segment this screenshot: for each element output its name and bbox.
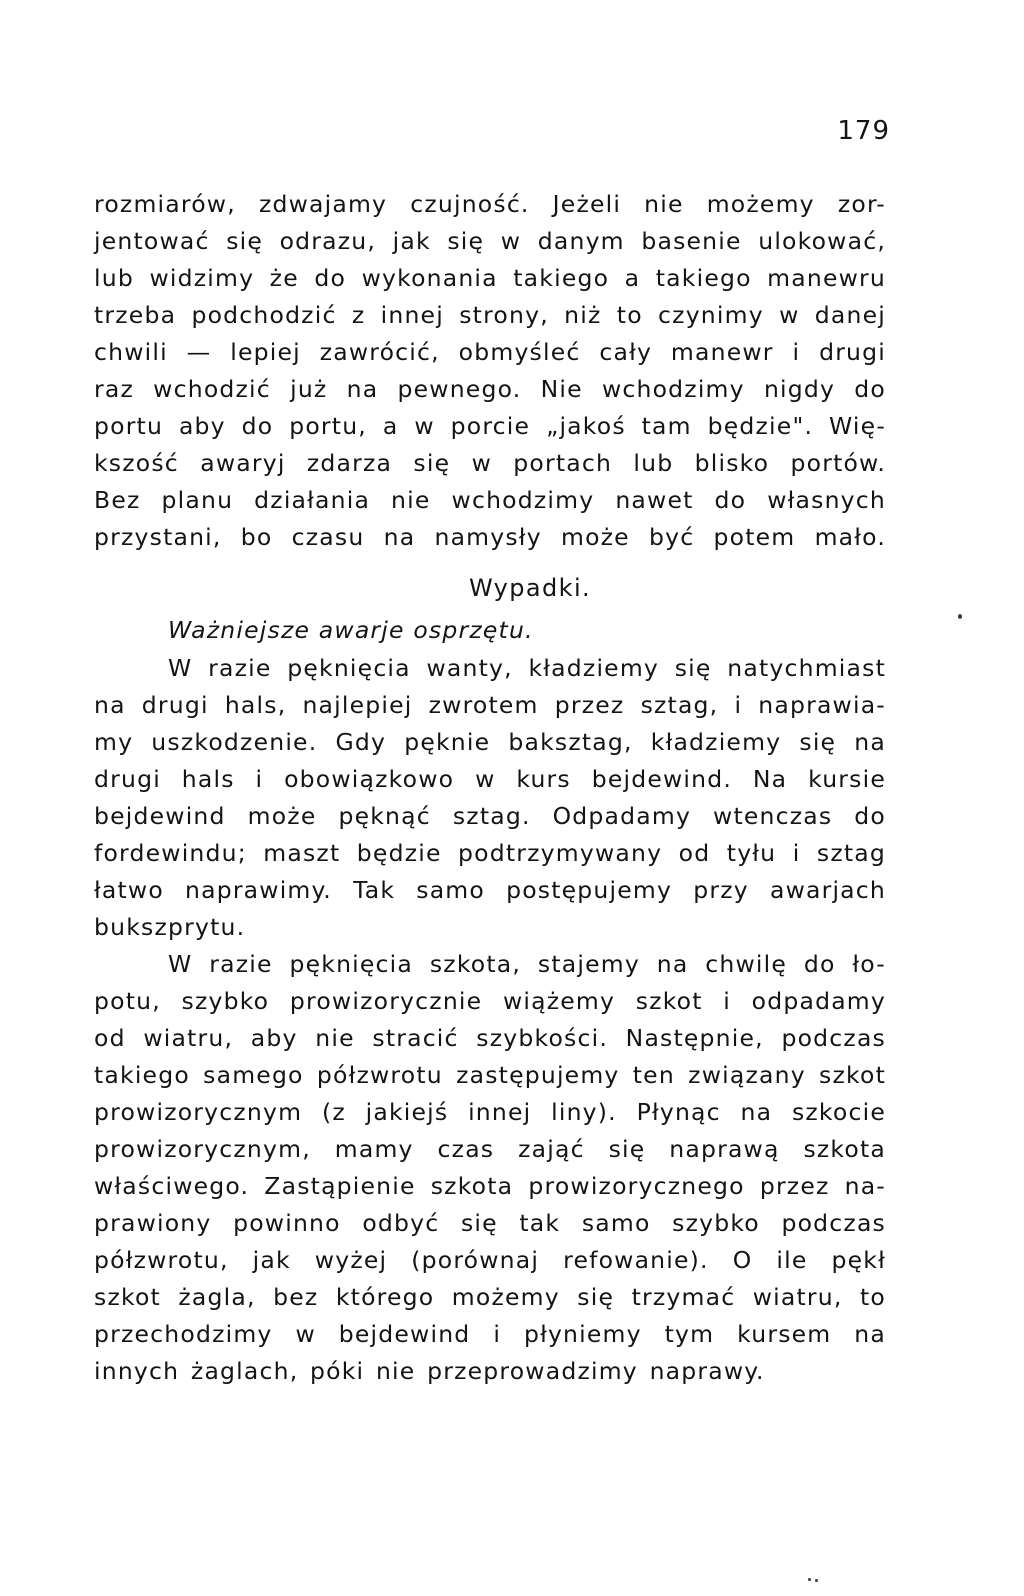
ink-speck <box>808 1578 811 1581</box>
paragraph-2 <box>94 650 886 946</box>
text-line: lub widzimy że do wykonania takiego a takiego manewru <box>94 264 886 292</box>
text-line: właściwego. Zastąpienie szkota prowizorycznego przez na- <box>94 1172 886 1200</box>
text-line: szkot żagla, bez którego możemy się trzymać wiatru, to <box>94 1283 886 1311</box>
text-line: W razie pęknięcia szkota, stajemy na chwilę do ło- <box>168 950 886 978</box>
text-line: przystani, bo czasu na namysły może być potem mało. <box>94 523 886 551</box>
text-line: potu, szybko prowizorycznie wiążemy szkot i odpadamy <box>94 987 886 1015</box>
text-line: rozmiarów, zdwajamy czujność. Jeżeli nie możemy zor- <box>94 190 886 218</box>
text-line: chwili — lepiej zawrócić, obmyśleć cały manewr i drugi <box>94 338 886 366</box>
text-line: raz wchodzić już na pewnego. Nie wchodzimy nigdy do <box>94 375 886 403</box>
text-line: jentować się odrazu, jak się w danym basenie ulokować, <box>94 227 886 255</box>
text-line: na drugi hals, najlepiej zwrotem przez sztag, i naprawia- <box>94 691 886 719</box>
text-line: portu aby do portu, a w porcie „jakoś tam będzie". Wię- <box>94 412 886 440</box>
text-line: my uszkodzenie. Gdy pęknie baksztag, kładziemy się na <box>94 728 886 756</box>
text-line: W razie pęknięcia wanty, kładziemy się natychmiast <box>168 654 886 682</box>
paragraph-3 <box>94 946 886 1390</box>
body-text <box>94 186 886 1390</box>
text-line: drugi hals i obowiązkowo w kurs bejdewind. Na kursie <box>94 765 886 793</box>
text-line: kszość awaryj zdarza się w portach lub blisko portów. <box>94 449 886 477</box>
text-line: prowizorycznym, mamy czas zająć się naprawą szkota <box>94 1135 886 1163</box>
subsection-heading: Ważniejsze awarje osprzętu. <box>168 616 534 644</box>
section-heading: Wypadki. <box>468 574 592 602</box>
text-line: półzwrotu, jak wyżej (porównaj refowanie). O ile pękł <box>94 1246 886 1274</box>
text-line: fordewindu; maszt będzie podtrzymywany od tyłu i sztag <box>94 839 886 867</box>
text-line: trzeba podchodzić z innej strony, niż to czynimy w danej <box>94 301 886 329</box>
text-line: prowizorycznym (z jakiejś innej liny). Płynąc na szkocie <box>94 1098 886 1126</box>
text-line: prawiony powinno odbyć się tak samo szybko podczas <box>94 1209 886 1237</box>
text-line: bukszprytu. <box>94 913 246 941</box>
text-line: łatwo naprawimy. Tak samo postępujemy przy awarjach <box>94 876 886 904</box>
text-line: takiego samego półzwrotu zastępujemy ten związany szkot <box>94 1061 886 1089</box>
ink-speck <box>958 614 962 619</box>
text-line: Bez planu działania nie wchodzimy nawet do własnych <box>94 486 886 514</box>
text-line: innych żaglach, póki nie przeprowadzimy naprawy. <box>94 1357 765 1385</box>
page-number: 179 <box>837 116 890 146</box>
text-line: od wiatru, aby nie stracić szybkości. Następnie, podczas <box>94 1024 886 1052</box>
text-line: przechodzimy w bejdewind i płyniemy tym kursem na <box>94 1320 886 1348</box>
paragraph-1 <box>94 186 886 556</box>
ink-speck <box>815 1579 818 1582</box>
text-line: bejdewind może pęknąć sztag. Odpadamy wtenczas do <box>94 802 886 830</box>
